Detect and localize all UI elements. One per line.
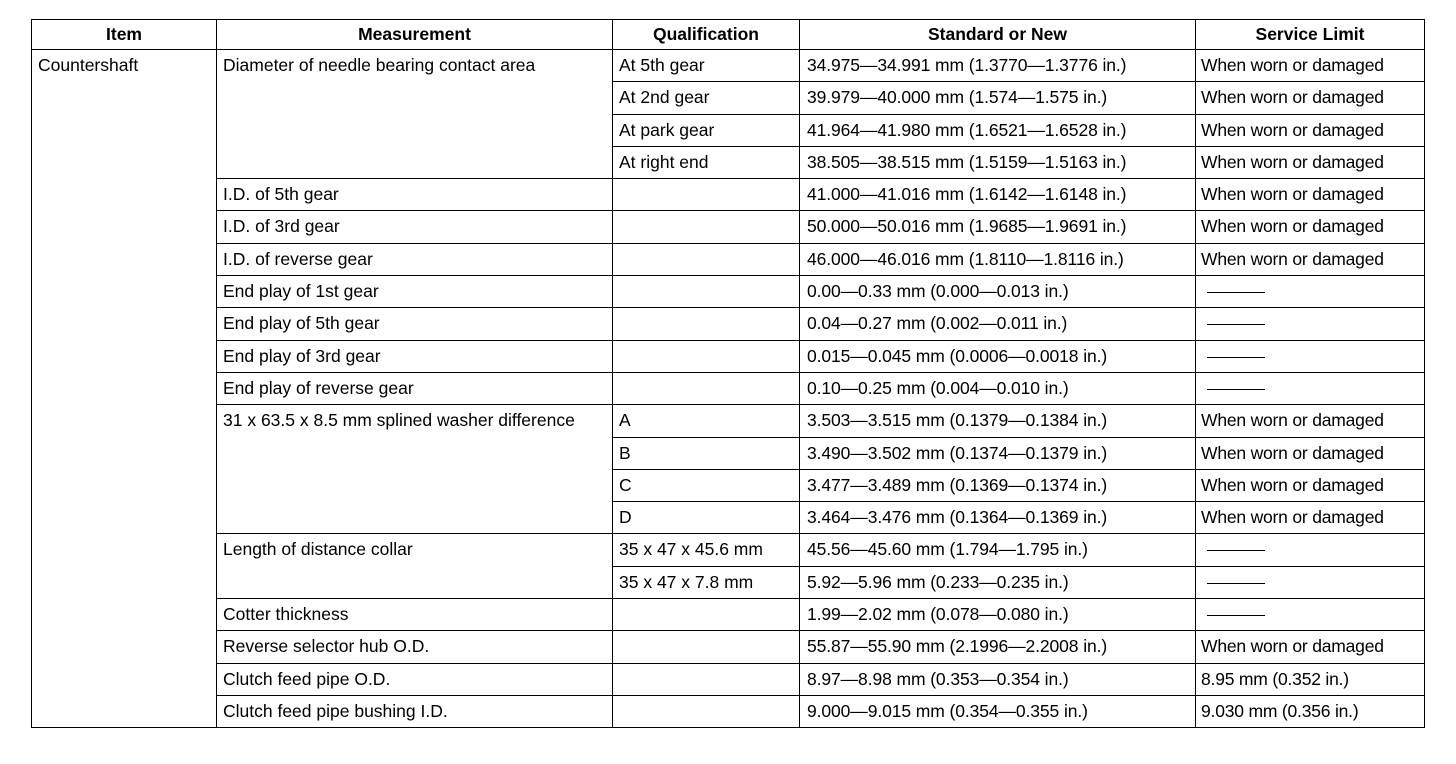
service-limit-cell: When worn or damaged [1196, 211, 1425, 243]
standard-cell: 41.964—41.980 mm (1.6521—1.6528 in.) [800, 114, 1196, 146]
no-limit-dash [1207, 615, 1265, 616]
table-row [32, 340, 1425, 372]
standard-cell: 55.87—55.90 mm (2.1996—2.2008 in.) [800, 631, 1196, 663]
item-cell: Countershaft [32, 50, 217, 728]
spec-table [31, 19, 1425, 728]
no-limit-dash [1207, 292, 1265, 293]
measurement-cell: I.D. of 3rd gear [217, 211, 613, 243]
header-row [32, 20, 1425, 50]
qualification-cell: At 5th gear [613, 50, 800, 82]
standard-cell: 0.015—0.045 mm (0.0006—0.0018 in.) [800, 340, 1196, 372]
standard-cell: 8.97—8.98 mm (0.353—0.354 in.) [800, 663, 1196, 695]
no-limit-dash [1207, 324, 1265, 325]
service-limit-cell [1196, 276, 1425, 308]
qualification-cell [613, 695, 800, 727]
service-limit-cell: When worn or damaged [1196, 469, 1425, 501]
table-row [32, 179, 1425, 211]
table-row [32, 372, 1425, 404]
table-row [32, 243, 1425, 275]
spec-body [32, 50, 1425, 728]
measurement-cell: End play of 5th gear [217, 308, 613, 340]
qualification-cell [613, 599, 800, 631]
service-limit-cell: 9.030 mm (0.356 in.) [1196, 695, 1425, 727]
measurement-cell: Cotter thickness [217, 599, 613, 631]
standard-cell: 39.979—40.000 mm (1.574—1.575 in.) [800, 82, 1196, 114]
service-limit-cell: When worn or damaged [1196, 502, 1425, 534]
standard-cell: 3.490—3.502 mm (0.1374—0.1379 in.) [800, 437, 1196, 469]
standard-cell: 46.000—46.016 mm (1.8110—1.8116 in.) [800, 243, 1196, 275]
table-row [32, 534, 1425, 566]
header-measurement: Measurement [217, 20, 613, 50]
service-limit-cell: 8.95 mm (0.352 in.) [1196, 663, 1425, 695]
standard-cell: 50.000—50.016 mm (1.9685—1.9691 in.) [800, 211, 1196, 243]
no-limit-dash [1207, 583, 1265, 584]
qualification-cell: A [613, 405, 800, 437]
qualification-cell [613, 276, 800, 308]
standard-cell: 0.10—0.25 mm (0.004—0.010 in.) [800, 372, 1196, 404]
standard-cell: 0.04—0.27 mm (0.002—0.011 in.) [800, 308, 1196, 340]
standard-cell: 38.505—38.515 mm (1.5159—1.5163 in.) [800, 146, 1196, 178]
service-limit-cell: When worn or damaged [1196, 243, 1425, 275]
standard-cell: 34.975—34.991 mm (1.3770—1.3776 in.) [800, 50, 1196, 82]
qualification-cell: At 2nd gear [613, 82, 800, 114]
measurement-cell: Diameter of needle bearing contact area [217, 50, 613, 179]
header-qualification: Qualification [613, 20, 800, 50]
service-limit-cell [1196, 340, 1425, 372]
standard-cell: 0.00—0.33 mm (0.000—0.013 in.) [800, 276, 1196, 308]
service-limit-cell: When worn or damaged [1196, 82, 1425, 114]
service-limit-cell: When worn or damaged [1196, 437, 1425, 469]
qualification-cell [613, 663, 800, 695]
table-row [32, 211, 1425, 243]
service-limit-cell [1196, 372, 1425, 404]
service-limit-cell: When worn or damaged [1196, 146, 1425, 178]
measurement-cell: End play of 3rd gear [217, 340, 613, 372]
service-limit-cell: When worn or damaged [1196, 631, 1425, 663]
measurement-cell: 31 x 63.5 x 8.5 mm splined washer difference [217, 405, 613, 534]
qualification-cell [613, 243, 800, 275]
header-item: Item [32, 20, 217, 50]
standard-cell: 45.56—45.60 mm (1.794—1.795 in.) [800, 534, 1196, 566]
no-limit-dash [1207, 389, 1265, 390]
table-row [32, 631, 1425, 663]
standard-cell: 41.000—41.016 mm (1.6142—1.6148 in.) [800, 179, 1196, 211]
qualification-cell [613, 372, 800, 404]
standard-cell: 3.477—3.489 mm (0.1369—0.1374 in.) [800, 469, 1196, 501]
table-row [32, 695, 1425, 727]
qualification-cell [613, 211, 800, 243]
qualification-cell: C [613, 469, 800, 501]
qualification-cell: D [613, 502, 800, 534]
header-standard: Standard or New [800, 20, 1196, 50]
measurement-cell: Length of distance collar [217, 534, 613, 599]
measurement-cell: End play of reverse gear [217, 372, 613, 404]
table-row [32, 599, 1425, 631]
service-limit-cell: When worn or damaged [1196, 179, 1425, 211]
table-row [32, 50, 1425, 82]
service-limit-cell: When worn or damaged [1196, 405, 1425, 437]
measurement-cell: Clutch feed pipe bushing I.D. [217, 695, 613, 727]
service-limit-cell: When worn or damaged [1196, 114, 1425, 146]
no-limit-dash [1207, 550, 1265, 551]
standard-cell: 5.92—5.96 mm (0.233—0.235 in.) [800, 566, 1196, 598]
table-row [32, 405, 1425, 437]
table-row [32, 308, 1425, 340]
measurement-cell: I.D. of reverse gear [217, 243, 613, 275]
no-limit-dash [1207, 357, 1265, 358]
standard-cell: 3.503—3.515 mm (0.1379—0.1384 in.) [800, 405, 1196, 437]
service-limit-cell [1196, 308, 1425, 340]
measurement-cell: Clutch feed pipe O.D. [217, 663, 613, 695]
qualification-cell [613, 308, 800, 340]
qualification-cell [613, 179, 800, 211]
service-limit-cell [1196, 599, 1425, 631]
measurement-cell: Reverse selector hub O.D. [217, 631, 613, 663]
service-limit-cell: When worn or damaged [1196, 50, 1425, 82]
qualification-cell: 35 x 47 x 45.6 mm [613, 534, 800, 566]
measurement-cell: I.D. of 5th gear [217, 179, 613, 211]
header-service-limit: Service Limit [1196, 20, 1425, 50]
service-limit-cell [1196, 534, 1425, 566]
qualification-cell: At park gear [613, 114, 800, 146]
service-limit-cell [1196, 566, 1425, 598]
standard-cell: 3.464—3.476 mm (0.1364—0.1369 in.) [800, 502, 1196, 534]
table-row [32, 663, 1425, 695]
qualification-cell [613, 340, 800, 372]
qualification-cell: At right end [613, 146, 800, 178]
qualification-cell: B [613, 437, 800, 469]
table-row [32, 276, 1425, 308]
standard-cell: 9.000—9.015 mm (0.354—0.355 in.) [800, 695, 1196, 727]
standard-cell: 1.99—2.02 mm (0.078—0.080 in.) [800, 599, 1196, 631]
measurement-cell: End play of 1st gear [217, 276, 613, 308]
qualification-cell [613, 631, 800, 663]
qualification-cell: 35 x 47 x 7.8 mm [613, 566, 800, 598]
